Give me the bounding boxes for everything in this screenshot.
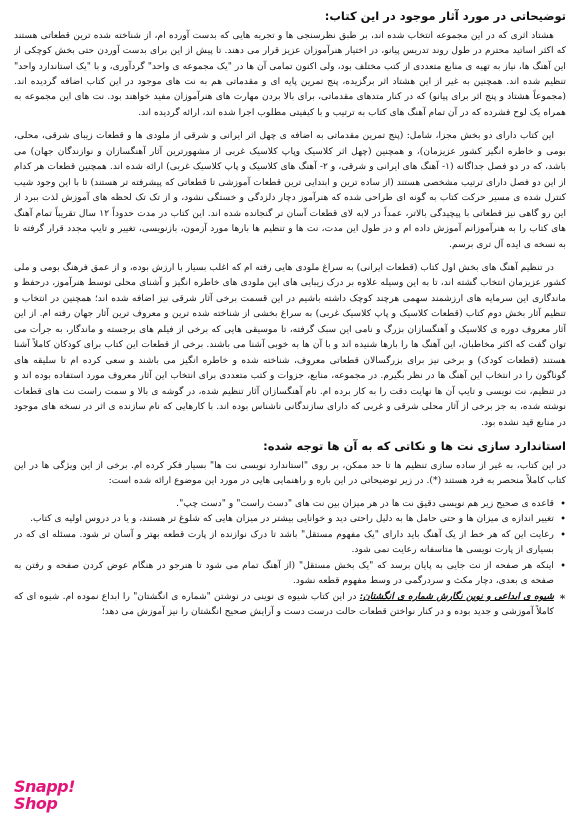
section-title-standards: استاندارد سازی نت ها و نکاتی که به آن ها توجه شده: xyxy=(263,439,566,453)
logo-line-2: Shop xyxy=(14,794,58,813)
document-page xyxy=(14,6,566,776)
list-item: • اینکه هر صفحه از نت جایی به پایان برسد که "یک بخش مستقل" (از آهنگ تمام می شود تا هنرجو در هنگام عوض کردن صفحه و رفتن به صفحه ی بعدی، دچار مکث و سردرگمی در وسط مفهوم قطعه نشود. xyxy=(14,559,566,589)
list-item: • رعایت این که هر خط از یک آهنگ باید دارای "یک مفهوم مستقل" باشد تا درک نوازنده از پارت قطعه بهتر و آسان تر شود. مسئله ای که در بسیاری از پارت نویسی ها متاسفانه رعایت نمی شود. xyxy=(14,528,566,558)
snapp-shop-logo xyxy=(14,778,84,816)
logo-line-1: Snapp! xyxy=(14,777,75,796)
standards-list xyxy=(14,497,566,620)
list-item: • تغییر اندازه ی میزان ها و حتی حامل ها به دلیل راحتی دید و خوانایی بیشتر در میزان هایی که شلوغ تر هستند، و یا در دروس اولیه ی کتاب. xyxy=(14,512,566,527)
fingering-text: در این کتاب شیوه ی نوینی در نوشتن "شماره ی انگشتان" را ابداع نموده ام. شیوه ای که کاملاً آموزشی و جدید بوده و در کنار نواختن قطعات حالت درست دست و آرایش صحیح انگشتان را نیز آموزش می دهد؛ xyxy=(14,591,554,617)
paragraph-arrangement: در تنظیم آهنگ های بخش اول کتاب (قطعات ایرانی) به سراغ ملودی هایی رفته ام که اغلب بسیار با ارزش بوده، و از عمق فرهنگ بومی و ملی کشور عزیزمان انتخاب گشته اند، تا به این وسیله علاوه بر درک زیبایی های این ملودی های خاطره انگیز و آشنای محلی توسط هنرآموز، درحفظ و ماندگاری این سرمایه های ارزشمند سهمی هرچند کوچک داشته باشیم در این قسمت برخی آثار شرقی نیز اضافه شده اند؛ همچنین در انتخاب و تنظیم آثار بخش دوم کتاب (قطعات کلاسیک و پاپ کلاسیک غربی) به سراغ بخشی از شناخته شده ترین و معروف ترین آثار جهان رفته ام. از این آثار معروف دوره ی کلاسیک و آهنگسازان بزرگ و نامی این سبک گرفته، تا موسیقی هایی که برخی از فیلم های برجسته و ماندگار، به جرأت می توان گفت که اکثر مخاطبان، این آهنگ ها را بارها شنیده اند و با آن ها به خوبی آشنا می باشند. برخی از قطعات این کتاب برای کودکان کاملاً آشنا هستند (قطعات کودک) و برخی نیز برای بزرگسالان قطعاتی معروف، شناخته شده و خاطره انگیز می باشند و سعی کرده ام تا سلیقه های گوناگون را در انتخاب این آهنگ ها در نظر بگیرم. در مجموعه، منابع، جزوات و کتب متعددی برای انتخاب این آثار معروف مورد استفاده بوده اند و در تنظیم، نت نویسی و تایپ آن ها نهایت دقت را به کار برده ام. نام آهنگسازان آثار تنظیم شده، در گوشه ی بالا و سمت راست نت های قطعات نوشته شده، به جز برخی از آثار محلی شرقی و غربی که دارای سازندگانی ناشناس بوده اند. با کارهایی که نام سازنده ی اثر در نسخه های موجود در منابع قید نشده بود. xyxy=(14,262,566,428)
paragraph-intro: هشتاد اثری که در این مجموعه انتخاب شده اند، بر طبق نظرسنجی ها و تجربه هایی که بدست آورده ام، از شناخته شده ترین قطعاتی هستند که اکثر اساتید محترم در طول روند تدریس پیانو، در اختیار هنرآموزان عزیز قرار می دهند. تا پیش از این برای بدست آوردن حتی بخش کوچکی از این آهنگ ها، نیاز به تهیه ی منابع متعددی از کتب مختلف بود، ولی اکنون تمامی آن ها در "یک مجموعه ی واحد" گردآوری، و با "یک استاندارد واحد" تنظیم شده اند. همچنین به غیر از این هشتاد اثر برگزیده، پنج تمرین پایه ای و مقدماتی هم به نت های موجود در این کتاب اضافه گردیده اند. (مجموعاً هشتاد و پنج اثر برای پیانو) که در کنار متدهای مقدماتی، برای بالا بردن مهارت های هنرآموزان مفید خواهند بود. نت های این مجموعه به همراه یک لوح فشرده که در آن تمام آهنگ های کتاب به ترتیب و با کیفیتی مطلوب اجرا شده اند، ارائه گردیده اند. xyxy=(14,29,566,118)
paragraph-standards-intro: در این کتاب، به غیر از ساده سازی تنظیم ها تا حد ممکن، بر روی "استاندارد نویسی نت ها" بسیار فکر کرده ام. برخی از این ویژگی ها در این کتاب کاملاً منحصر به فرد هستند (*). در زیر توضیحاتی در این باره و راهنمایی هایی در مورد این موضوع ارائه شده است: xyxy=(14,459,566,487)
section-title-works: توضیحاتی در مورد آثار موجود در این کتاب: xyxy=(324,9,566,23)
fingering-heading: شیوه ی ابداعی و نوین نگارش شماره ی انگشتان: xyxy=(359,591,554,603)
list-item: • قاعده ی صحیح زیر هم نویسی دقیق نت ها در هر میزان بین نت های "دست راست" و "دست چپ". xyxy=(14,497,566,512)
list-item-fingering xyxy=(14,590,566,620)
paragraph-structure: این کتاب دارای دو بخش مجزا، شامل: (پنج تمرین مقدماتی به اضافه ی چهل اثر ایرانی و شرقی از ملودی ها و قطعات زیبای شرقی، محلی، بومی و خاطره انگیز کشور عزیزمان)، و همچنین (چهل اثر کلاسیک وپاپ کلاسیک غربی از مشهورترین آثار آهنگسازان و نوازندگان جهان) می باشد، که در دو فصل جداگانه (۱- آهنگ های ایرانی و شرقی، و ۲- آهنگ های کلاسیک و پاپ کلاسیک غربی) ارائه شده اند. همچنین قطعات هر کدام از این دو فصل دارای ترتیب مشخصی هستند (از ساده ترین و ابتدایی ترین قطعات آموزشی تا قطعاتی که پیشرفته تر هستند) تا با این وجود شیب کنترل شده ی مسیر حرکت کتاب به گونه ای طراحی شده که هنرآموز دچار دلزدگی و خستگی نشود، و از تک تک لحظه های آموزش لذت ببرد از این رو گاهی نیز قطعاتی با پیچیدگی بالاتر، عمداً در لابه لای قطعات آسان تر گنجانده شده اند. این کتاب در مدت حدوداً ۱۲ سال تقریباً تمام آهنگ های کتاب را به هنرآموزانم آموزش داده ام و در طول این مدت، نت ها و تنظیم ها بارها مورد آزمون، بازنویسی، تغییر و تایپ مجدد قرار گرفته تا به نسخه ی ایده آل تری برسم. xyxy=(14,130,566,250)
